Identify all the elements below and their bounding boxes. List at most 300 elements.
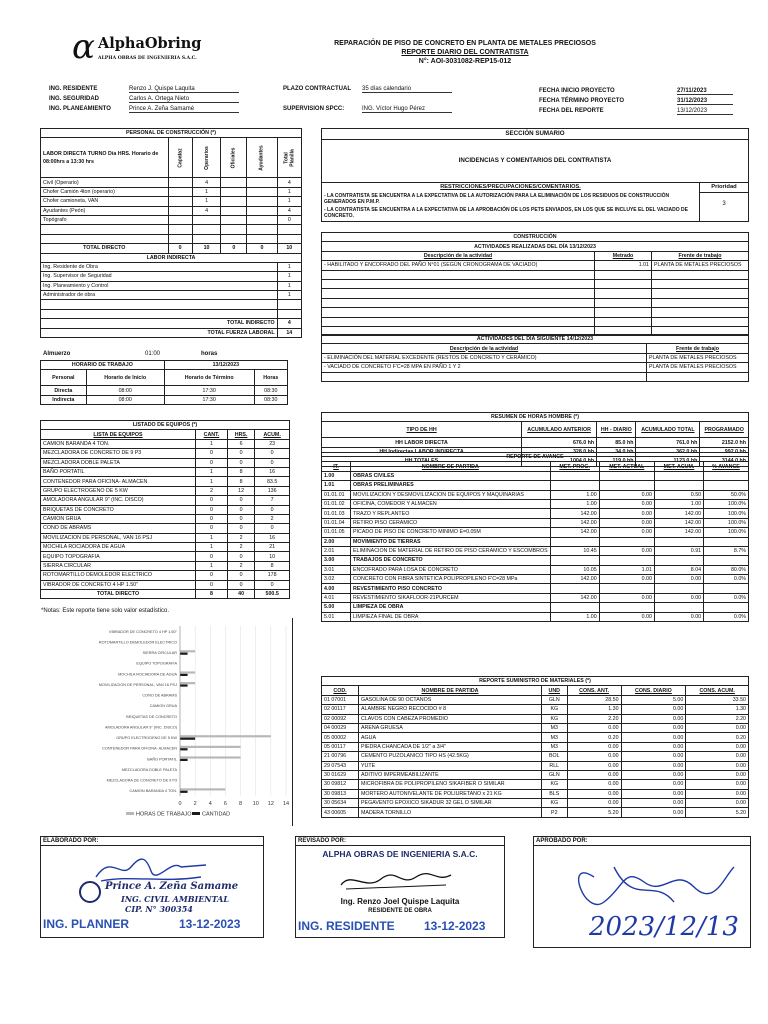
equipo-name: CAMION GRUA [41,514,196,523]
avance-cell: 01.01.03 [322,509,351,518]
avance-cell: 5.01 [322,612,351,621]
elaborado-name: Prince A. Zeña Samame [105,881,239,892]
suministro-cell: 01 07001 [322,695,359,704]
elaborado-date: 13-12-2023 [179,917,241,931]
avance-cell: 142.00 [654,528,703,537]
equipo-value: 2 [196,486,228,495]
suministro-cell: MORTERO AUTONIVELANTE DE POLIURETANO x 21 KG [359,789,542,798]
avance-cell: 8.04 [654,565,703,574]
suministro-cell: KG [542,714,568,723]
avance-cell: 142.00 [550,509,599,518]
personal-count: 1 [277,187,301,196]
empty-cell [652,279,749,288]
personal-count [221,206,247,215]
chart-bar-cantidad [180,684,188,686]
aprobado-label: APROBADO POR: [534,837,750,846]
avance-cell: RETIRO PISO CERAMICO [351,518,551,527]
personal-row [41,178,302,187]
suministro-cell: 1.30 [686,705,749,714]
restriccion-2: - LA CONTRATISTA SE ENCUENTRA A LA EXPECTATIVA DE LA APROBACIÓN DE LOS PETS ENVIADOS, EN LOS QUE SE INCLUYE EL DEL VACIADO DE CONCRETO. [324,207,689,219]
empty-row [322,317,749,326]
suministro-cell: 0.00 [686,789,749,798]
title-line-1: REPARACIÓN DE PISO DE CONCRETO EN PLANTA DE METALES PRECIOSOS [334,40,596,47]
hh-cell: 34.0 hh [597,447,636,456]
siguiente-desc: - VACIADO DE CONCRETO F'C=28 MPA EN PAÑO 1 Y 2 [322,363,647,372]
revisado-signature [336,867,456,895]
equipo-name: BRIQUETAS DE CONCRETO [41,505,196,514]
equipo-value: 0 [196,514,228,523]
avance-cell: MOVILIZACION Y DESMOVILIZACION DE EQUIPOS Y MAQUINARIAS [351,490,551,499]
equipo-value: 0 [196,571,228,580]
avance-cell [704,556,749,565]
horas-hombre-title: RESUMEN DE HORAS HOMBRE (*) [322,413,749,422]
horario-cell: 17:30 [164,395,254,404]
personal-table [40,128,302,338]
personal-count: 1 [277,197,301,206]
avance-cell: 0.00 [599,593,654,602]
empty-row [322,279,749,288]
suministro-cell: M3 [542,733,568,742]
avance-cell [654,603,703,612]
equipo-value: 83.5 [255,477,290,486]
indirecta-row [41,262,302,271]
chart-category-label: CAMION BARANDA 4 TON. [129,789,177,794]
suministro-cell: KG [542,705,568,714]
suministro-cell: 0.00 [686,799,749,808]
equipo-value: 0 [227,524,254,533]
horario-cell: 08:30 [254,386,287,395]
suministro-cell: 0.00 [621,733,686,742]
suministro-row [322,761,749,770]
prioridad-value: 3 [722,201,726,207]
avance-cell: 1.00 [654,499,703,508]
suministro-cell: 05 00117 [322,742,359,751]
equipo-name: MEZCLADORA DE CONCRETO DE 9 P3 [41,449,196,458]
equipo-value: 21 [255,543,290,552]
horario-table: HORARIO DE TRABAJO 13/12/2023 Personal Horario de Inicio Horario de Término Horas Directa 08:00 17:30 08:30 Indirecta 08:00 17:30 08:30 [40,360,288,405]
avance-cell [550,603,599,612]
chart-x-tick-label: 4 [208,801,212,807]
avance-cell: LIMPIEZA FINAL DE OBRA [351,612,551,621]
avance-cell: CONCRETO CON FIBRA SINTETICA POLIPROPILENO F'C=28 MPa [351,575,551,584]
avance-row [322,499,749,508]
suministro-cell: 43 00605 [322,808,359,817]
aprobado-signature [554,847,744,943]
equipo-value: 0 [227,496,254,505]
hh-cell: 2152.0 hh [700,438,749,447]
hh-cell: HH LABOR DIRECTA [322,438,522,447]
equipo-value: 0 [227,458,254,467]
sumario-box [321,128,749,222]
hh-cell: 761.0 hh [636,438,700,447]
suministro-cell: PEGAVENTO EPOXICO SIKADUR 32 GEL O SIMILAR [359,799,542,808]
empty-cell [652,270,749,279]
avance-cell: 01.01.05 [322,528,351,537]
equipo-row [41,449,290,458]
equipo-name: AMOLADORA ANGULAR 9" (INC. DISCO) [41,496,196,505]
avance-cell: OFICINA, COMEDOR Y ALMACEN [351,499,551,508]
equipo-value: 1 [196,467,228,476]
empty-cell [322,279,595,288]
avance-cell [654,556,703,565]
col-ayudantes: Ayudantes [258,145,265,171]
suministro-cell: BOL [542,752,568,761]
avance-cell [550,584,599,593]
alpha-logo-icon: α [72,27,95,67]
revisado-date: 13-12-2023 [424,919,486,933]
equipo-value: 8 [227,477,254,486]
elaborado-signature [91,849,211,885]
avance-cell: 0.00 [654,575,703,584]
equipo-value: 0 [196,505,228,514]
chart-category-label: CONO DE ABRAMS [142,693,177,698]
total-directo-row: TOTAL DIRECTO 0 10 0 0 10 [41,244,302,253]
personal-count: 4 [192,206,221,215]
avance-cell: 100.0% [704,518,749,527]
col-capataz: Capataz [177,148,184,168]
avance-cell: 142.00 [550,518,599,527]
indirecta-row [41,281,302,290]
personal-count: 4 [277,206,301,215]
personal-count [168,187,192,196]
avance-cell: 4.01 [322,593,351,602]
personal-count: 1 [192,197,221,206]
avance-cell [599,556,654,565]
col-total-planilla: Total Planilla [283,149,296,167]
chart-legend-swatch [192,812,200,815]
chart-bar-cantidad [180,748,188,750]
chart-bar-cantidad [180,674,188,676]
suministro-cell: 30 09812 [322,780,359,789]
personal-count: 0 [277,215,301,224]
suministro-cell: PIEDRA CHANCADA DE 1/2" a 3/4" [359,742,542,751]
avance-row [322,490,749,499]
chart-category-label: VIBRADOR DE CONCRETO 4 HP 1.50" [108,629,177,634]
equipo-value: 0 [196,580,228,589]
avance-cell: 0.00 [654,612,703,621]
personal-row [41,187,302,196]
avance-cell: LIMPIEZA DE OBRA [351,603,551,612]
chart-category-label: MOCHILA ROCIADORA DE AGUA [118,672,177,677]
realizadas-title: ACTIVIDADES REALIZADAS DEL DÍA 13/12/2023 [322,242,749,251]
equipo-value: 178 [255,571,290,580]
suministro-row [322,714,749,723]
avance-cell: REVESTIMIENTO PISO CONCRETO [351,584,551,593]
chart-category-label: EQUIPO TOPOGRAFIA [136,661,177,666]
empty-cell [652,298,749,307]
equipo-row [41,439,290,448]
avance-cell: 0.00 [599,612,654,621]
personal-count [221,197,247,206]
personal-count [168,215,192,224]
avance-cell [550,481,599,490]
equipo-value: 16 [255,467,290,476]
hh-cell: HH TOTALES [322,457,522,466]
hh-cell: 1004.0 hh [522,457,597,466]
horario-date: 13/12/2023 [164,361,287,370]
report-title [300,39,630,66]
restricciones-title: RESTRICCIONES/PRECUPACIONES/COMENTARIOS. [440,184,581,190]
inicio-label: FECHA INICIO PROYECTO [539,88,615,94]
avance-cell: 80.0% [704,565,749,574]
prioridad-label: Prioridad [700,183,748,193]
suministro-cell: M3 [542,723,568,732]
personal-count [221,215,247,224]
chart-legend-label: HORAS DE TRABAJO [136,811,192,818]
personal-row [41,197,302,206]
empty-row [322,270,749,279]
chart-category-label: SIERRA CIRCULAR [142,651,177,656]
suministro-cell: 0.00 [621,742,686,751]
empty-cell [322,298,595,307]
chart-category-label: CAMION GRUA [149,704,177,709]
personal-count: 4 [277,178,301,187]
title-line-2: REPORTE DIARIO DEL CONTRATISTA [401,49,529,56]
equipo-value: 0 [227,580,254,589]
empty-cell [595,317,652,326]
equipo-value: 1 [196,477,228,486]
suministro-cell: GASOLINA DE 90 OCTANOS [359,695,542,704]
reporte-label: FECHA DEL REPORTE [539,108,604,114]
personal-count [247,187,277,196]
title-line-3: N°: AOI-3031082-REP15-012 [418,58,512,65]
suministro-cell: 0.00 [567,770,621,779]
suministro-cell: 0.00 [621,761,686,770]
company-logo [72,27,222,70]
chart-category-label: MEZCLADORA DOBLE PALETA [121,767,177,772]
suministro-cell: MADERA TORNILLO [359,808,542,817]
avance-row [322,471,749,480]
avance-cell: OBRAS CIVILES [351,471,551,480]
suministro-row [322,799,749,808]
avance-row [322,509,749,518]
personal-count [221,187,247,196]
equipo-name: MOVILIZACION DE PERSONAL, VAN 16 PSJ [41,533,196,542]
suministro-table: REPORTE SUMINISTRO DE MATERIALES (*) COD. NOMBRE DE PARTIDA UND CONS. ANT. CONS. DIARIO CONS. ACUM. 01 07001 GASOLINA DE 90 OCTANOS GLN 28.50 5.00 33.50 02 00117 ALAMBRE NEGRO RECOCIDO # 8 KG 1.30 0.00 1.30 02 00092 CLAVOS CON CABEZA PROMEDIO KG 2.20 0.00 2.20 04 00029 ARENA GRUESA M3 0.00 0.00 0.00 05 00002 AGUA M3 0.20 0.00 0.20 05 00117 PIEDRA CHANCADA DE 1/2" a 3/4" M3 0.00 0.00 0.00 21 00796 CEMENTO PUZOLANICO TIPO HS (42.5KG) BOL 0.00 0.00 0.00 29 07543 YUTE RLL 0.00 0.00 0.00 30 01629 ADITIVO IMPERMEABILIZANTE GLN 0.00 0.00 0.00 30 09812 MICROFIBRA DE POLIPROPILENO SIKAFIBER O SIMILAR KG 0.00 0.00 0.00 30 09813 MORTERO AUTONIVELANTE DE POLIURETANO x 21 KG BLS 0.00 0.00 0.00 30 05634 PEGAVENTO EPOXICO SIKADUR 32 GEL O SIMILAR KG 0.00 0.00 0.00 43 00605 MADERA TORNILLO P2 5.20 0.00 5.20 [321,676,749,818]
empty-cell [595,298,652,307]
personal-count: 4 [192,178,221,187]
avance-cell: PICADO DE PISO DE CONCRETO MINIMO E=0.05M [351,528,551,537]
elaborado-label: ELABORADO POR: [41,837,263,846]
avance-cell: REVESTIMIENTO SIKAFLOOR-21PURCEM [351,593,551,602]
suministro-cell: MICROFIBRA DE POLIPROPILENO SIKAFIBER O SIMILAR [359,780,542,789]
chart-legend-swatch [126,812,134,815]
suministro-cell: CLAVOS CON CABEZA PROMEDIO [359,714,542,723]
equipo-value: 0 [255,458,290,467]
equipo-name: CAMION BARANDA 4 TON. [41,439,196,448]
suministro-cell: 29 07543 [322,761,359,770]
suministro-cell: 0.00 [621,714,686,723]
suministro-cell: 0.00 [567,789,621,798]
siguiente-title: ACTIVIDADES DEL DÍA SIGUIENTE 14/12/2023 [322,335,749,344]
equipo-value: 0 [196,496,228,505]
plazo-label: PLAZO CONTRACTUAL [283,86,351,92]
siguiente-row [322,353,749,362]
avance-cell: 142.00 [654,509,703,518]
equipo-value: 8 [255,561,290,570]
suministro-cell: 5.00 [621,695,686,704]
avance-row [322,575,749,584]
revisado-company: ALPHA OBRAS DE INGENIERIA S.A.C. [322,849,478,859]
planeamiento-value: Prince A. Zeña Samamé [129,106,239,113]
seguridad-label: ING. SEGURIDAD [49,96,100,102]
avance-row [322,593,749,602]
chart-category-label: AMOLADORA ANGULAR 9" (INC. DISCO) [104,725,177,730]
revisado-box [295,836,505,938]
suministro-cell: 0.00 [567,780,621,789]
horario-cell: Directa [41,386,87,395]
hh-cell: 328.0 hh [522,447,597,456]
personal-count [168,206,192,215]
suministro-cell: 2.20 [686,714,749,723]
seguridad-value: Carlos A. Ortega Nieto [129,96,239,103]
avance-cell: 142.00 [550,593,599,602]
avance-cell [599,471,654,480]
engineer-seal-icon [79,881,101,903]
avance-cell: 10.05 [550,565,599,574]
equipo-value: 0 [196,524,228,533]
avance-cell [599,481,654,490]
suministro-cell: ALAMBRE NEGRO RECOCIDO # 8 [359,705,542,714]
suministro-cell: M3 [542,742,568,751]
suministro-cell: YUTE [359,761,542,770]
indirecta-role: Ing. Planeamiento y Control [41,281,278,290]
suministro-cell: CEMENTO PUZOLANICO TIPO HS (42.5KG) [359,752,542,761]
equipos-chart [40,618,293,826]
chart-bar-cantidad [180,791,188,793]
avance-cell: MOVIMIENTO DE TIERRAS [351,537,551,546]
avance-cell: 0.50 [654,490,703,499]
logo-subtitle: ALPHA OBRAS DE INGENIERIA S.A.C. [98,56,197,61]
avance-cell: 1.01 [322,481,351,490]
equipo-row [41,552,290,561]
inicio-value: 27/11/2023 [677,88,733,95]
avance-cell: 0.00 [654,593,703,602]
elaborado-role: ING. CIVIL AMBIENTAL [121,894,229,904]
avance-cell: 1.00 [550,499,599,508]
personal-role: Civil (Operario) [41,178,169,187]
equipo-row [41,505,290,514]
suministro-cell: 0.20 [686,733,749,742]
empty-cell [595,270,652,279]
avance-cell [654,481,703,490]
chart-bar-cantidad [180,738,195,740]
indirecta-row [41,272,302,281]
equipo-value: 0 [255,505,290,514]
suministro-cell: 0.00 [621,770,686,779]
chart-category-label: MEZCLADORA DE CONCRETO DE 9 P3 [106,778,177,783]
total-fuerza-label: TOTAL FUERZA LABORAL [41,328,278,337]
avance-cell [654,471,703,480]
avance-cell: 2.00 [322,537,351,546]
avance-cell: 100.0% [704,499,749,508]
equipo-value: 1 [196,533,228,542]
horas-hombre-table: RESUMEN DE HORAS HOMBRE (*) TIPO DE HH ACUMULADO ANTERIOR HH - DIARIO ACUMULADO TOTAL PROGRAMADO HH LABOR DIRECTA 676.0 hh 85.0 hh 761.0 hh 2152.0 hh HH Indirectas LABOR INDIRECTA 328.0 hh 34.0 hh 362.0 hh 992.0 hh HH TOTALES 1004.0 hh 119.0 hh 1123.0 hh 3144.0 hh [321,412,749,467]
chart-bar-horas [180,682,195,684]
suministro-cell: 0.00 [567,761,621,770]
suministro-row [322,780,749,789]
suministro-cell: 0.00 [621,808,686,817]
avance-cell: 0.00 [599,546,654,555]
total-fuerza-value: 14 [277,328,301,337]
equipos-title: LISTADO DE EQUIPOS (*) [41,421,290,430]
suministro-cell: ARENA GRUESA [359,723,542,732]
avance-cell: 3.00 [322,556,351,565]
suministro-row [322,752,749,761]
almuerzo-line: Almuerzo 01:00 horas [43,351,218,357]
avance-cell: 3.02 [322,575,351,584]
empty-cell [652,308,749,317]
avance-cell: 1.00 [322,471,351,480]
chart-category-label: CONTENEDOR PARA OFICINA- ALMACEN [102,746,177,751]
hh-cell: 676.0 hh [522,438,597,447]
avance-cell: 0.00 [599,518,654,527]
empty-cell [322,270,595,279]
avance-cell [550,471,599,480]
suministro-cell: KG [542,780,568,789]
avance-row [322,565,749,574]
chart-bar-horas [180,650,195,652]
suministro-cell: BLS [542,789,568,798]
indirecta-role: Administrador de obra [41,291,278,300]
equipo-name: MOCHILA ROCIADORA DE AGUA [41,543,196,552]
suministro-title: REPORTE SUMINISTRO DE MATERIALES (*) [322,677,749,686]
empty-row [322,298,749,307]
empty-cell [652,289,749,298]
suministro-cell: 0.00 [686,723,749,732]
suministro-cell: 33.50 [686,695,749,704]
personal-count [247,178,277,187]
equipo-value: 0 [227,505,254,514]
avance-cell [654,584,703,593]
empty-cell [322,308,595,317]
logo-text: AlphaObring [98,35,202,52]
indirecta-count: 1 [277,262,301,271]
suministro-cell: 0.00 [686,761,749,770]
empty-row [322,308,749,317]
avance-cell: 2.01 [322,546,351,555]
avance-cell: 4.00 [322,584,351,593]
chart-x-tick-label: 6 [223,801,227,807]
equipo-value: 0 [227,449,254,458]
avance-cell: ENCOFRADO PARA LOSA DE CONCRETO [351,565,551,574]
suministro-row [322,742,749,751]
empty-cell [322,289,595,298]
personal-count [221,178,247,187]
chart-x-tick-label: 0 [178,801,182,807]
equipo-name: VIBRADOR DE CONCRETO 4 HP 1.50" [41,580,196,589]
suministro-row [322,723,749,732]
equipo-row [41,496,290,505]
avance-cell: 0.0% [704,575,749,584]
suministro-cell: GLN [542,770,568,779]
equipo-row [41,561,290,570]
personal-count [192,215,221,224]
avance-cell: TRABAJOS DE CONCRETO [351,556,551,565]
suministro-cell: 21 00796 [322,752,359,761]
chart-bar-cantidad [180,759,188,761]
suministro-cell: 0.00 [621,723,686,732]
equipo-value: 0 [255,449,290,458]
equipo-value: 2 [227,533,254,542]
chart-x-tick-label: 12 [267,801,274,807]
chart-x-tick-label: 2 [193,801,197,807]
avance-cell: 0.00 [599,490,654,499]
siguiente-desc: - ELIMINACIÓN DEL MATERIAL EXCEDENTE (RESTOS DE CONCRETO Y CERÁMICO) [322,353,647,362]
actividad-metrado: 1.01 [595,261,652,270]
avance-row [322,584,749,593]
horario-cell: 08:30 [254,395,287,404]
